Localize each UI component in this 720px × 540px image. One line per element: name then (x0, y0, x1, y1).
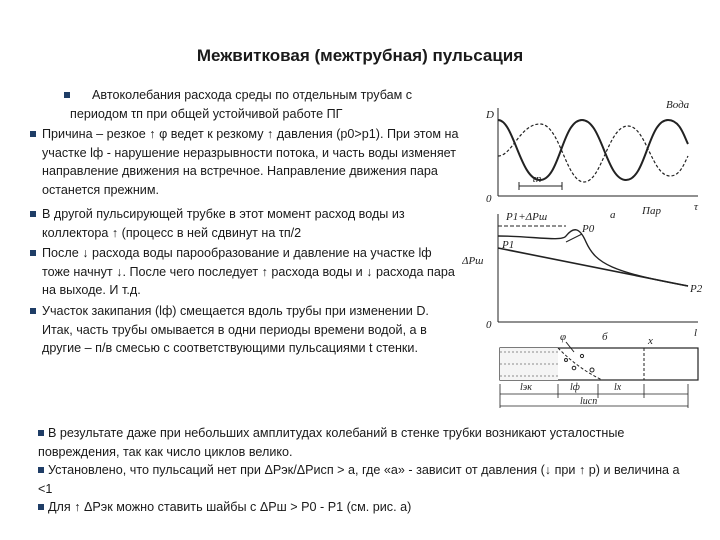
x-label: x (648, 335, 653, 347)
dp-axis-label: ΔPш (462, 255, 484, 267)
bullet-3 (42, 205, 462, 242)
bullet-2 (42, 125, 462, 199)
bubble (590, 368, 594, 372)
bullet-1 (42, 86, 462, 123)
phi-leader (566, 342, 574, 352)
tau-axis-label: τ (694, 201, 698, 213)
bullet-marker (30, 308, 36, 314)
bullet-4 (42, 244, 462, 300)
steam-flow-curve (498, 124, 688, 182)
bottom-note-3-text: Для ↑ ΔPэк можно ставить шайбы с ΔPш > P0 - P1 (см. рис. а) (48, 500, 412, 515)
boiling-front (558, 348, 602, 380)
l-axis-label: l (694, 327, 698, 339)
bullet-2-text: Причина – резкое ↑ φ ведет к резкому ↑ давления (p0>p1). При этом на участке lф - нарушение неразрывности потока, и часть воды изменяет направление движения на встречное. Направление движения пара останется прежним. (42, 127, 459, 197)
l-phi-label: lф (570, 382, 580, 393)
pressure-graph (462, 211, 703, 339)
p-top-label: P1+ΔPш (506, 211, 548, 223)
bottom-note-1-text: В результате даже при небольших амплитудах колебаний в стенке трубки возникают усталостные повреждения, так как число циклов велико. (38, 426, 625, 459)
p1-left-label: P1 (502, 239, 515, 251)
slide-title: Межвитковая (межтрубная) пульсация (196, 46, 524, 65)
bottom-note-2 (38, 461, 688, 498)
origin-label-b: 0 (486, 319, 492, 331)
pressure-pulse-curve (498, 230, 688, 286)
p2-leader (566, 234, 582, 242)
bullet-marker (64, 92, 70, 98)
bullet-marker (30, 211, 36, 217)
bottom-note-3 (38, 498, 688, 517)
steam-label: Пар (642, 205, 661, 217)
graph-a-caption: а (610, 209, 616, 221)
bottom-note-2-text: Установлено, что пульсаций нет при ΔPэк/ΔPисп > a, где «a» - зависит от давления (↓ при ↑ p) и величина a <1 (38, 463, 680, 496)
phi-label: φ (560, 331, 567, 343)
tau-p-label: τп (532, 173, 542, 185)
l-isp-label: lисп (580, 396, 598, 407)
bullet-marker (38, 504, 44, 510)
flow-oscillation-graph (485, 99, 699, 221)
origin-label-a: 0 (486, 193, 492, 205)
bullet-marker (30, 131, 36, 137)
tube-sketch (500, 331, 698, 408)
bullet-4-text: После ↓ расхода воды парообразование и давление на участке lф тоже начнут ↓. После чего последует ↑ расхода воды и ↓ расхода пара на выходе. И т.д. (42, 246, 455, 298)
l-ek-label: lэк (520, 382, 532, 393)
bullet-1-text: Автоколебания расхода среды по отдельным трубам с периодом τп при общей устойчивой работе ПГ (70, 88, 413, 121)
bubble (565, 359, 568, 362)
pulsation-diagram (462, 86, 712, 412)
l-x-label: lх (614, 382, 622, 393)
p2-label: P2 (690, 283, 703, 295)
bottom-notes (38, 424, 688, 517)
bottom-note-1 (38, 424, 688, 461)
bullet-3-text: В другой пульсирующей трубке в этот момент расход воды из коллектора ↑ (процесс в ней сдвинут на τп/2 (42, 207, 405, 240)
bullet-5 (42, 302, 462, 358)
water-label: Вода (666, 99, 690, 111)
bullet-marker (30, 250, 36, 256)
d-axis-label: D (486, 109, 494, 121)
bubble (572, 366, 576, 370)
bullet-5-text: Участок закипания (lф) смещается вдоль трубы при изменении D. Итак, часть трубы омывается в одни периоды времени водой, а в другие – п/в смесью с соответствующими пульсациями t стенки. (42, 304, 429, 356)
p0-label: P0 (582, 223, 595, 235)
graph-b-caption: б (602, 331, 608, 343)
bullet-marker (38, 467, 44, 473)
bubble (580, 354, 583, 357)
bullet-marker (38, 430, 44, 436)
